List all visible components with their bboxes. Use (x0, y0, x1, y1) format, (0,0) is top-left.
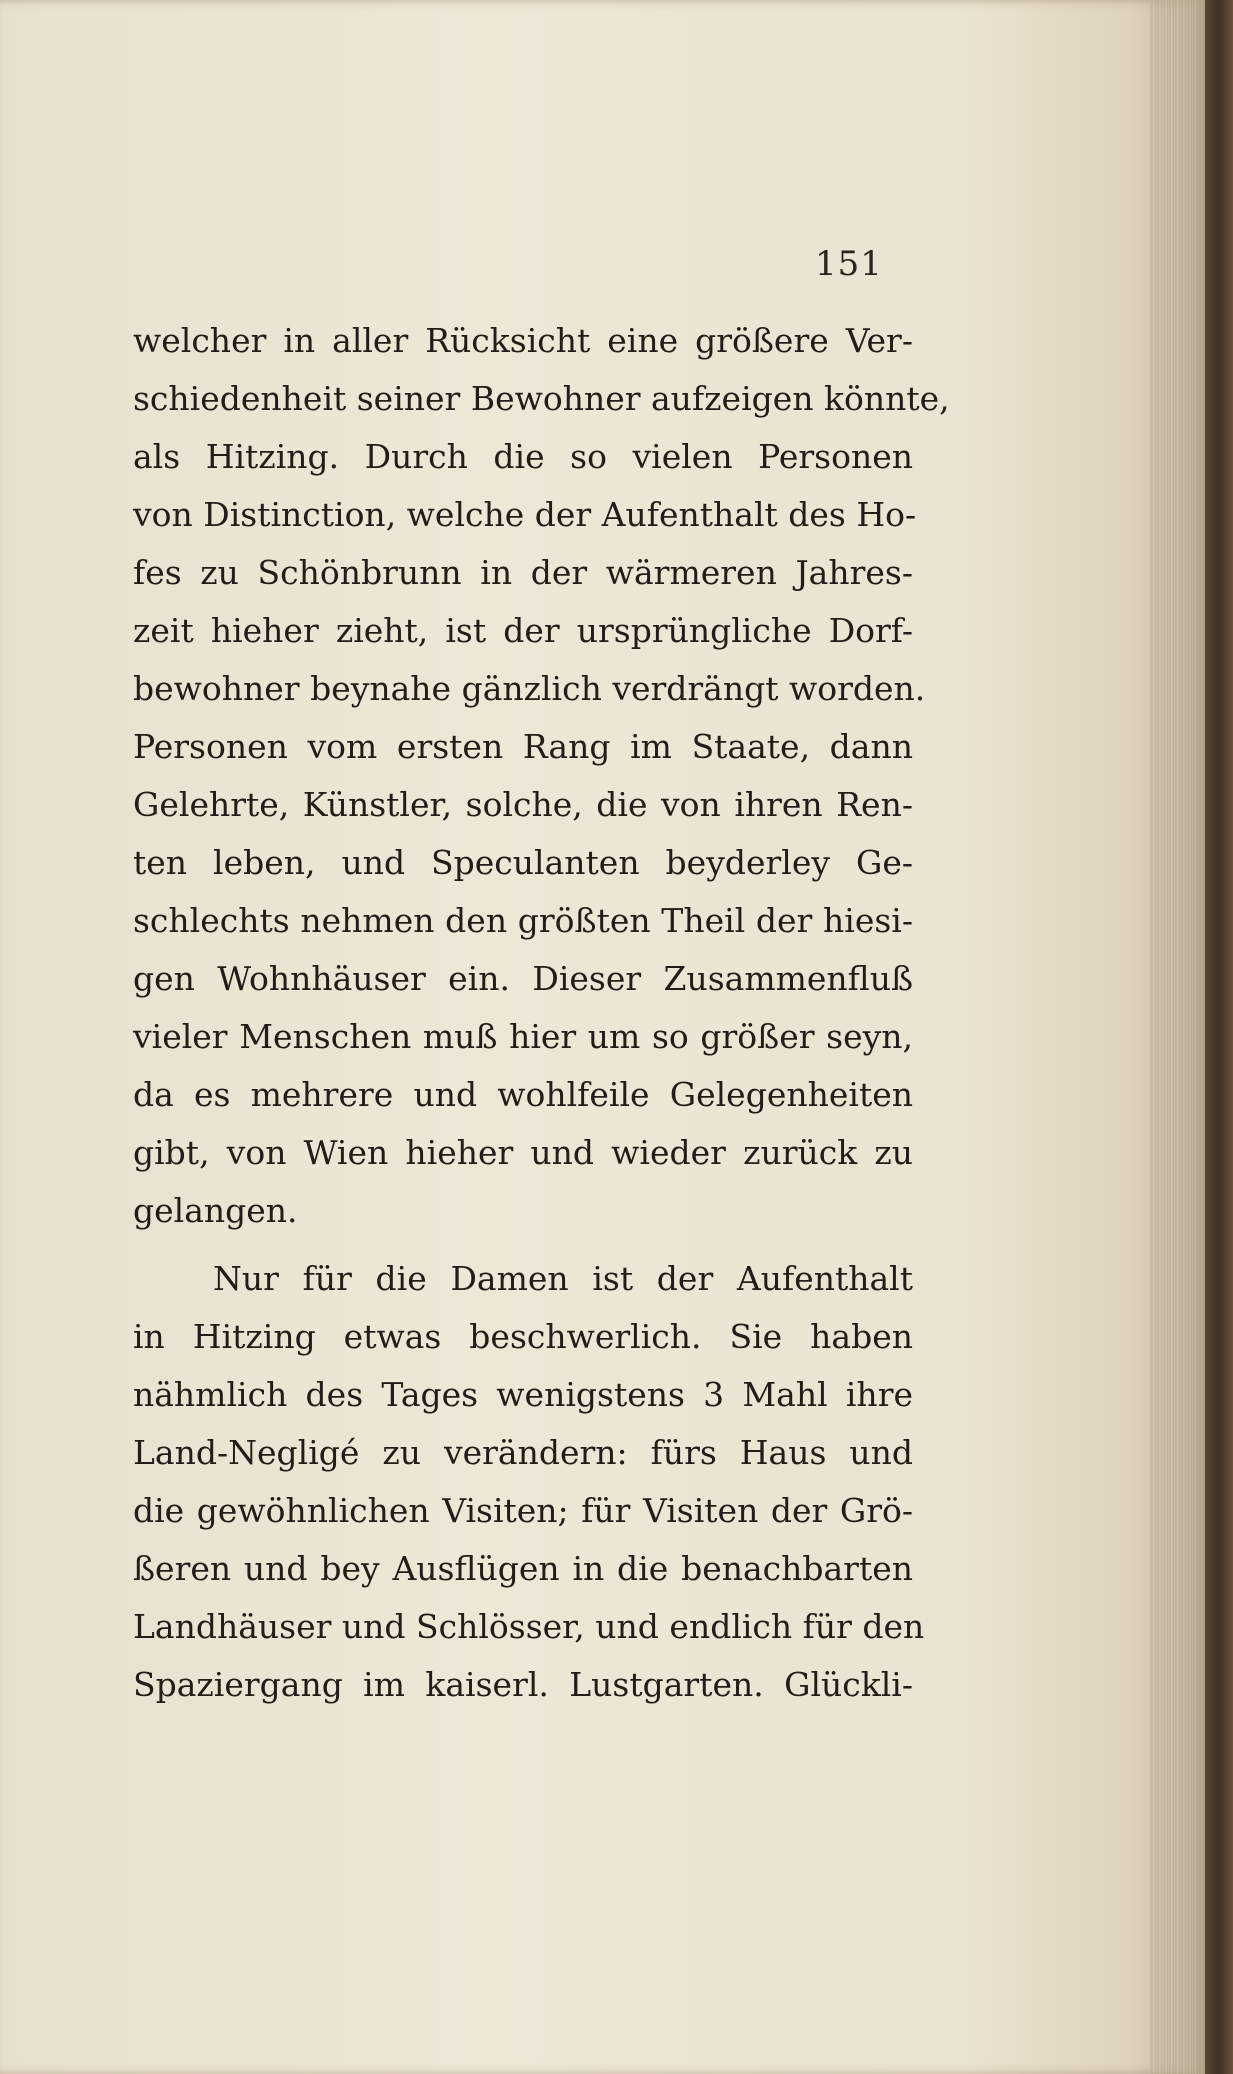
body-text (133, 312, 950, 1714)
text-line: bewohner beynahe gänzlich verdrängt worden. (133, 669, 926, 708)
text-line: Gelehrte, Künstler, solche, die von ihren Ren- (133, 785, 913, 824)
paragraph-1 (133, 312, 950, 1240)
text-line: von Distinction, welche der Aufenthalt des Ho- (133, 495, 917, 534)
page-edge-stack (1150, 0, 1205, 2074)
text-line: schlechts nehmen den größten Theil der hiesi- (133, 901, 913, 940)
text-line: schiedenheit seiner Bewohner aufzeigen könnte, (133, 379, 950, 418)
book-cover-edge (1205, 0, 1233, 2074)
text-line: die gewöhnlichen Visiten; für Visiten der Grö- (133, 1491, 913, 1530)
paragraph-2 (133, 1250, 925, 1714)
text-line: zeit hieher zieht, ist der ursprüngliche Dorf- (133, 611, 913, 650)
text-line: Landhäuser und Schlösser, und endlich für den (133, 1607, 925, 1646)
text-line: in Hitzing etwas beschwerlich. Sie haben (133, 1317, 913, 1356)
text-line: ßeren und bey Ausflügen in die benachbarten (133, 1549, 913, 1588)
text-line: gen Wohnhäuser ein. Dieser Zusammenfluß (133, 959, 913, 998)
paragraph-gap (133, 1240, 913, 1250)
text-line: Land-Negligé zu verändern: fürs Haus und (133, 1433, 913, 1472)
text-line: Nur für die Damen ist der Aufenthalt (213, 1259, 913, 1298)
text-line: als Hitzing. Durch die so vielen Personen (133, 437, 913, 476)
text-line: nähmlich des Tages wenigstens 3 Mahl ihre (133, 1375, 913, 1414)
text-line: Spaziergang im kaiserl. Lustgarten. Glückli- (133, 1665, 913, 1704)
text-line: Personen vom ersten Rang im Staate, dann (133, 727, 913, 766)
text-line: ten leben, und Speculanten beyderley Ge- (133, 843, 913, 882)
text-line: vieler Menschen muß hier um so größer seyn, (133, 1017, 913, 1056)
text-line: da es mehrere und wohlfeile Gelegenheiten (133, 1075, 913, 1114)
text-line: welcher in aller Rücksicht eine größere Ver- (133, 321, 913, 360)
page-number: 151 (815, 244, 883, 284)
text-line: gelangen. (133, 1191, 298, 1230)
text-line: gibt, von Wien hieher und wieder zurück zu (133, 1133, 913, 1172)
text-line: fes zu Schönbrunn in der wärmeren Jahres- (133, 553, 913, 592)
